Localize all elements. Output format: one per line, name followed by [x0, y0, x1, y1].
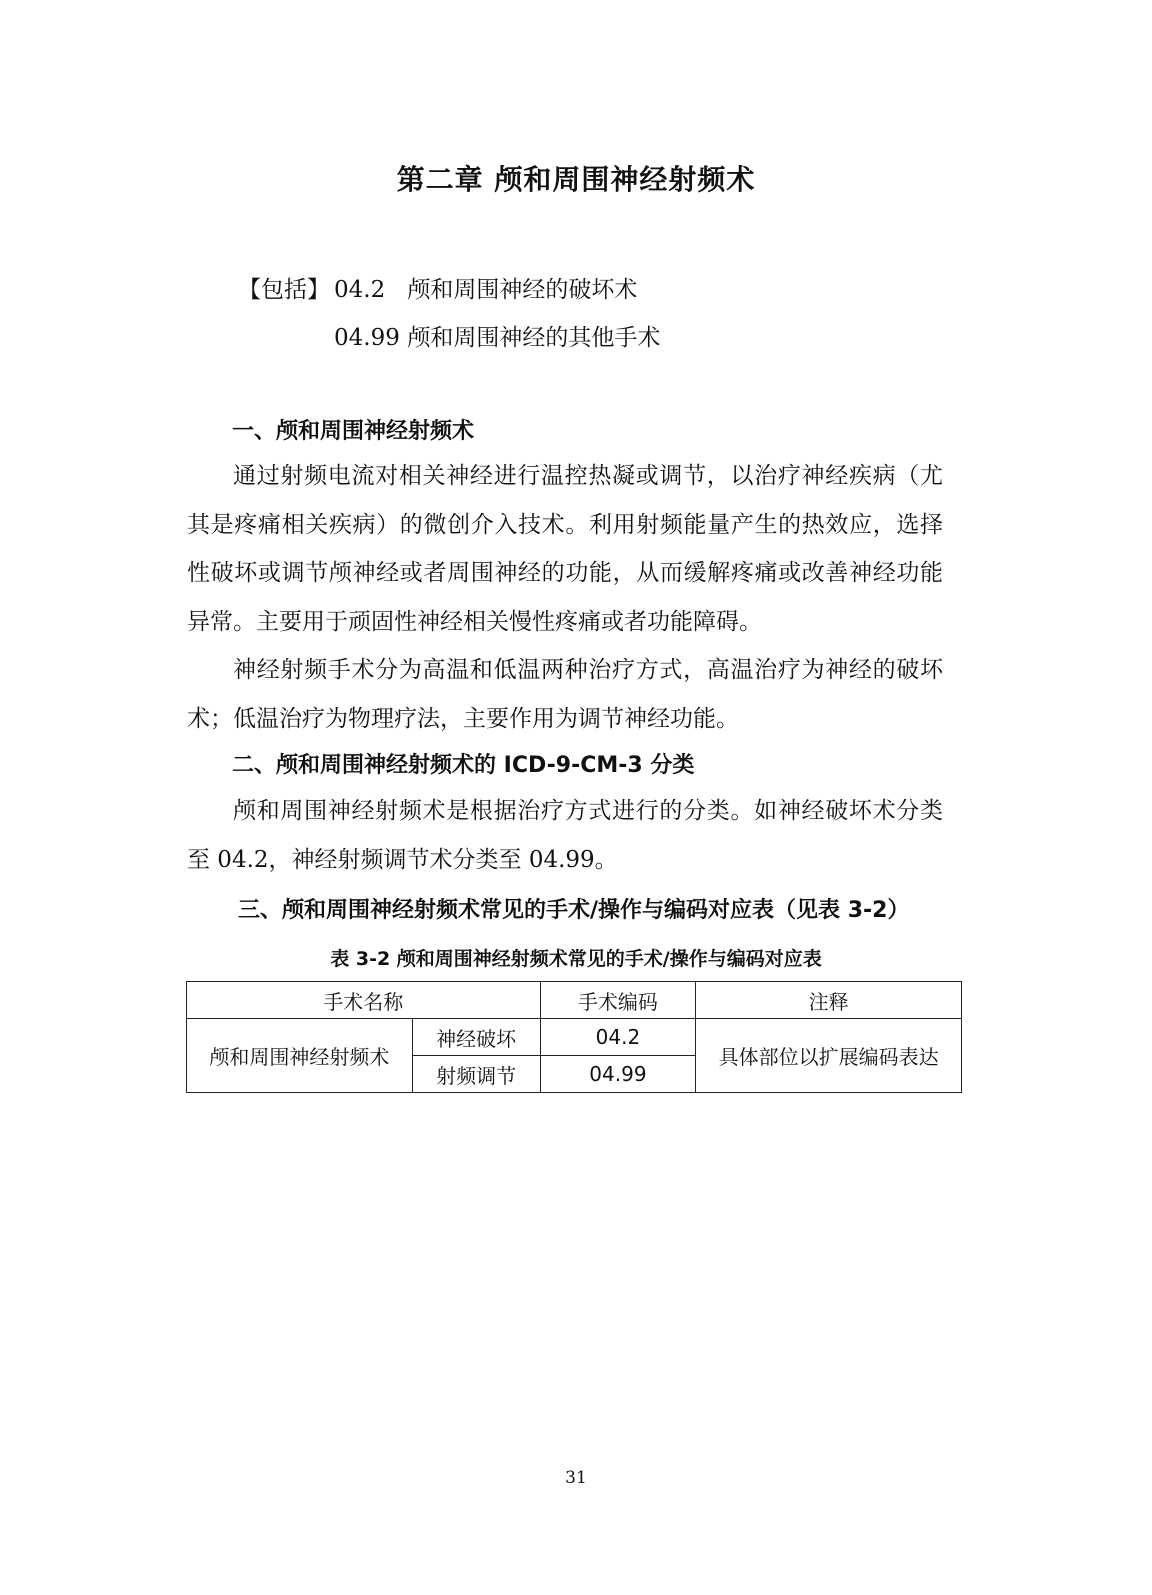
section3-heading: 三、颅和周围神经射频术常见的手术/操作与编码对应表（见表 3-2）: [238, 898, 910, 923]
sub-name-cell: 射频调节: [412, 1056, 540, 1093]
table-caption: 表 3-2 颅和周围神经射频术常见的手术/操作与编码对应表: [330, 948, 822, 970]
includes-lead: 【包括】: [238, 277, 330, 303]
header-procedure-code: 手术编码: [540, 982, 696, 1019]
note-cell: 具体部位以扩展编码表达: [696, 1019, 962, 1093]
includes-text-2: 颅和周围神经的其他手术: [407, 325, 661, 351]
code-cell: 04.2: [540, 1019, 696, 1056]
table-header-row: [187, 982, 962, 1019]
group-name-cell: 颅和周围神经射频术: [187, 1019, 413, 1093]
includes-code-2: 04.99: [334, 325, 400, 351]
section2-heading: 二、颅和周围神经射频术的 ICD-9-CM-3 分类: [232, 753, 695, 778]
section1-paragraph-2: 神经射频手术分为高温和低温两种治疗方式，高温治疗为神经的破坏术；低温治疗为物理疗法，主要作用为调节神经功能。: [187, 657, 943, 732]
section2-paragraph: 颅和周围神经射频术是根据治疗方式进行的分类。如神经破坏术分类至 04.2，神经射频调节术分类至 04.99。: [187, 798, 943, 873]
section1-paragraph-1: 通过射频电流对相关神经进行温控热凝或调节，以治疗神经疾病（尤其是疼痛相关疾病）的微创介入技术。利用射频能量产生的热效应，选择性破坏或调节颅神经或者周围神经的功能，从而缓解疼痛或改善神经功能异常。主要用于顽固性神经相关慢性疼痛或者功能障碍。: [187, 463, 943, 635]
code-mapping-table: [186, 981, 962, 1093]
chapter-title: 第二章 颅和周围神经射频术: [396, 163, 756, 196]
includes-row-1: [238, 266, 660, 314]
includes-text-1: 颅和周围神经的破坏术: [407, 277, 638, 303]
sub-name-cell: 神经破坏: [412, 1019, 540, 1056]
includes-row-2: [238, 314, 660, 362]
section1-heading: 一、颅和周围神经射频术: [232, 419, 475, 444]
code-cell: 04.99: [540, 1056, 696, 1093]
header-notes: 注释: [696, 982, 962, 1019]
includes-code-1: 04.2: [334, 277, 386, 303]
table-row: [187, 1019, 962, 1056]
includes-block: [238, 266, 660, 362]
page-number: 31: [565, 1468, 587, 1488]
header-procedure-name: 手术名称: [187, 982, 541, 1019]
